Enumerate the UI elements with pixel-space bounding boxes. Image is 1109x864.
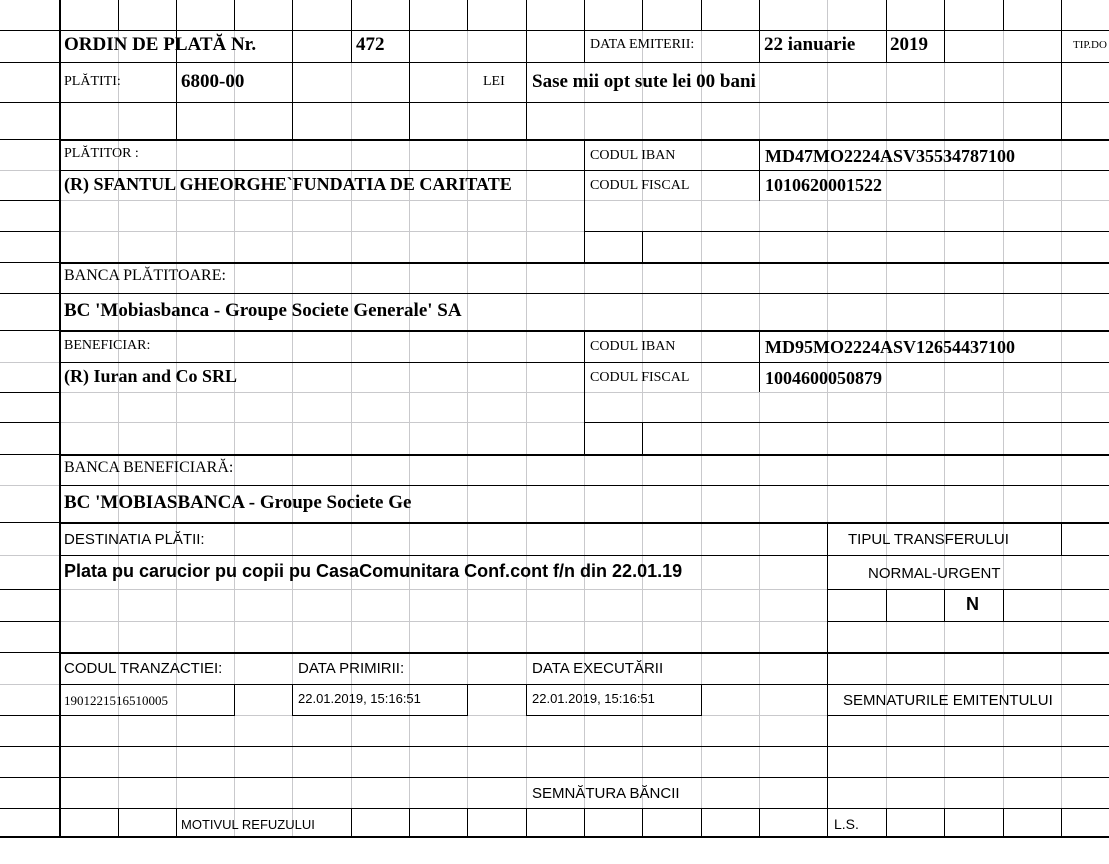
- beneficiary-label: BENEFICIAR:: [64, 338, 151, 353]
- seal-label: L.S.: [834, 816, 859, 832]
- issue-date-day-month: 22 ianuarie: [764, 34, 856, 55]
- amount-in-words: Sase mii opt sute lei 00 bani: [532, 71, 756, 92]
- document-type-label: TIP.DO: [1073, 39, 1107, 51]
- grid-line: [886, 0, 887, 836]
- grid-line: [0, 200, 1109, 201]
- payer-label: PLĂTITOR :: [64, 146, 139, 161]
- executed-date-label: DATA EXECUTĂRII: [532, 660, 664, 677]
- transaction-code-label: CODUL TRANZACTIEI:: [64, 660, 223, 677]
- grid-line: [0, 392, 1109, 393]
- beneficiary-bank-label: BANCA BENEFICIARĂ:: [64, 459, 234, 476]
- transfer-mode-label: NORMAL-URGENT: [868, 565, 1001, 582]
- grid-line: [642, 0, 643, 836]
- beneficiary-bank-name: BC 'MOBIASBANCA - Groupe Societe Ge: [64, 492, 412, 513]
- transaction-code: 1901221516510005: [64, 693, 168, 708]
- purpose-label: DESTINATIA PLĂTII:: [64, 531, 205, 548]
- currency-label: LEI: [483, 74, 505, 89]
- payer-name: (R) SFANTUL GHEORGHE`FUNDATIA DE CARITATE: [64, 174, 512, 194]
- amount-label: PLĂTITI:: [64, 74, 121, 89]
- received-date-label: DATA PRIMIRII:: [298, 660, 405, 677]
- order-number: 472: [356, 34, 385, 55]
- payer-iban-label: CODUL IBAN: [590, 148, 676, 163]
- grid-line: [944, 0, 945, 836]
- grid-line: [759, 0, 760, 836]
- amount-value: 6800-00: [181, 71, 245, 92]
- beneficiary-iban-label: CODUL IBAN: [590, 339, 676, 354]
- grid-line: [118, 0, 119, 836]
- issuer-signatures-label: SEMNATURILE EMITENTULUI: [843, 692, 1053, 709]
- executed-date: 22.01.2019, 15:16:51: [532, 691, 655, 706]
- grid-line: [1003, 0, 1004, 836]
- purpose-text: Plata pu carucior pu copii pu CasaComunitara Conf.cont f/n din 22.01.19: [64, 561, 683, 581]
- transfer-type-value: N: [966, 594, 979, 614]
- issue-date-year: 2019: [890, 34, 928, 55]
- beneficiary-fiscal-label: CODUL FISCAL: [590, 370, 690, 385]
- beneficiary-fiscal-code: 1004600050879: [765, 368, 882, 388]
- beneficiary-iban: MD95MO2224ASV12654437100: [765, 337, 1015, 357]
- payer-bank-label: BANCA PLĂTITOARE:: [64, 267, 226, 284]
- bank-signature-label: SEMNĂTURA BĂNCII: [532, 785, 680, 802]
- payer-fiscal-code: 1010620001522: [765, 175, 882, 195]
- refusal-reason-label: MOTIVUL REFUZULUI: [181, 817, 315, 832]
- payer-bank-name: BC 'Mobiasbanca - Groupe Societe Generale' SA: [64, 300, 462, 321]
- payer-iban: MD47MO2224ASV35534787100: [765, 146, 1015, 166]
- document-title: ORDIN DE PLATĂ Nr.: [64, 34, 257, 55]
- issue-date-label: DATA EMITERII:: [590, 37, 695, 52]
- payer-fiscal-label: CODUL FISCAL: [590, 178, 690, 193]
- beneficiary-name: (R) Iuran and Co SRL: [64, 366, 238, 386]
- transfer-type-label: TIPUL TRANSFERULUI: [848, 531, 1009, 548]
- received-date: 22.01.2019, 15:16:51: [298, 691, 421, 706]
- grid-line: [351, 0, 352, 836]
